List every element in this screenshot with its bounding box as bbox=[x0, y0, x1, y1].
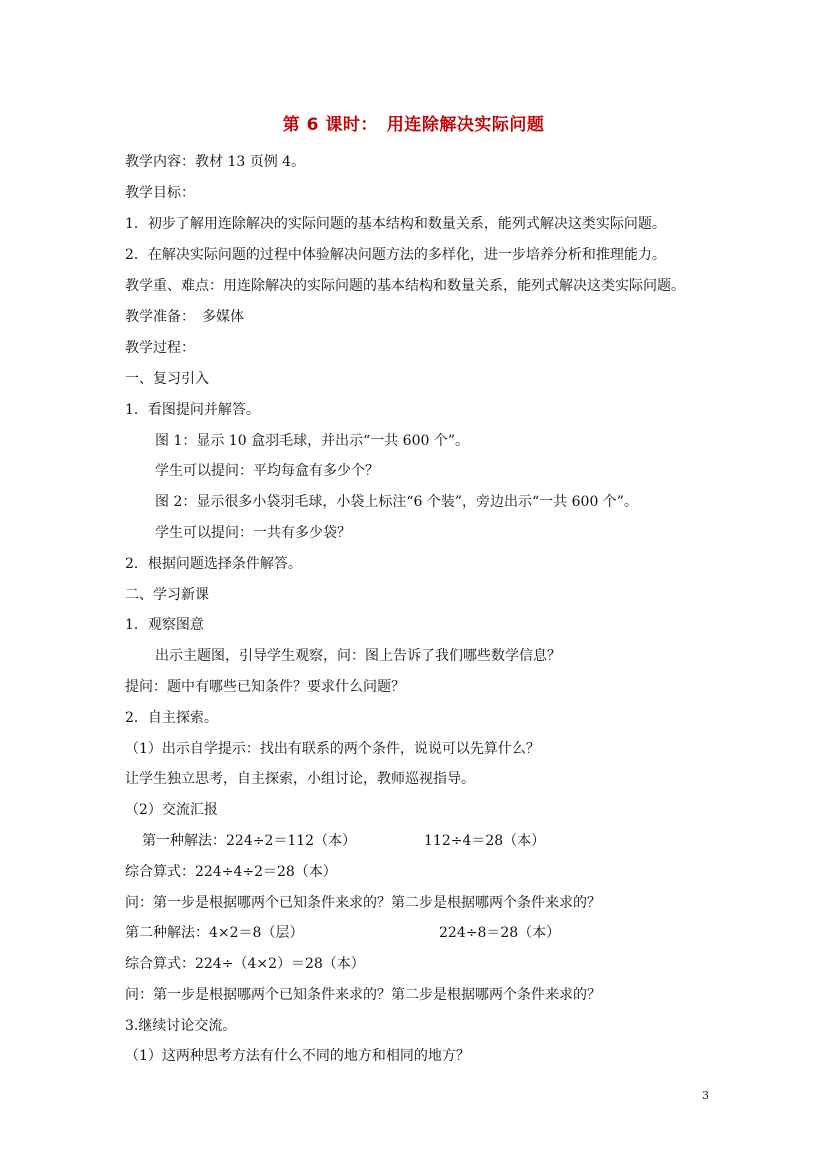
section-1-heading: 一、复习引入 bbox=[125, 371, 209, 387]
question-1: 问：第一步是根据哪两个已知条件来求的？第二步是根据哪两个条件来求的？ bbox=[125, 895, 601, 911]
goal-2: 2．在解决实际问题的过程中体验解决问题方法的多样化，进一步培养分析和推理能力。 bbox=[125, 247, 666, 263]
method-1-step-2: 112÷4＝28（本） bbox=[424, 833, 546, 849]
key-points: 教学重、难点：用连除解决的实际问题的基本结构和数量关系，能列式解决这类实际问题。 bbox=[125, 278, 685, 294]
goal-1: 1．初步了解用连除解决的实际问题的基本结构和数量关系，能列式解决这类实际问题。 bbox=[125, 216, 666, 232]
section-1-figure-2: 图 2：显示很多小袋羽毛球，小袋上标注“6 个装”，旁边出示“一共 600 个”。 bbox=[155, 494, 638, 510]
section-2-ask: 提问：题中有哪些已知条件？要求什么问题？ bbox=[125, 679, 405, 695]
section-2-item-1: 1．观察图意 bbox=[125, 617, 204, 633]
goals-label: 教学目标： bbox=[125, 185, 195, 201]
method-1-step-1: 第一种解法：224÷2＝112（本） bbox=[142, 833, 357, 849]
method-2-step-2: 224÷8＝28（本） bbox=[439, 925, 561, 941]
process-label: 教学过程： bbox=[125, 340, 195, 356]
section-2-heading: 二、学习新课 bbox=[125, 587, 209, 603]
combined-formula-1: 综合算式：224÷4÷2＝28（本） bbox=[125, 864, 337, 880]
page-number: 3 bbox=[702, 1089, 709, 1102]
content-line: 教学内容：教材 13 页例 4。 bbox=[125, 154, 306, 170]
section-2-independent: 让学生独立思考，自主探索，小组讨论，教师巡视指导。 bbox=[125, 771, 475, 787]
section-1-figure-1: 图 1：显示 10 盒羽毛球，并出示“一共 600 个”。 bbox=[155, 433, 470, 449]
section-2-item-2: 2．自主探索。 bbox=[125, 710, 218, 726]
section-1-item-2: 2．根据问题选择条件解答。 bbox=[125, 556, 302, 572]
section-2-show: 出示主题图，引导学生观察，问：图上告诉了我们哪些数学信息？ bbox=[155, 648, 561, 664]
section-2-sub-1: （1）出示自学提示：找出有联系的两个条件，说说可以先算什么？ bbox=[125, 741, 540, 757]
page-title: 第 6 课时： 用连除解决实际问题 bbox=[282, 115, 545, 135]
question-2: 问：第一步是根据哪两个已知条件来求的？第二步是根据哪两个条件来求的？ bbox=[125, 987, 601, 1003]
section-2-item-3: 3.继续讨论交流。 bbox=[125, 1018, 237, 1034]
section-2-sub-2: （2）交流汇报 bbox=[125, 802, 218, 818]
preparation: 教学准备： 多媒体 bbox=[125, 309, 244, 325]
combined-formula-2: 综合算式：224÷（4×2）＝28（本） bbox=[125, 956, 365, 972]
section-2-item-3-sub-1: （1）这两种思考方法有什么不同的地方和相同的地方？ bbox=[125, 1048, 470, 1064]
section-1-item-1: 1．看图提问并解答。 bbox=[125, 402, 260, 418]
method-2-step-1: 第二种解法：4×2＝8（层） bbox=[125, 925, 304, 941]
section-1-question-1: 学生可以提问：平均每盒有多少个？ bbox=[155, 463, 379, 479]
section-1-question-2: 学生可以提问：一共有多少袋？ bbox=[155, 525, 351, 541]
